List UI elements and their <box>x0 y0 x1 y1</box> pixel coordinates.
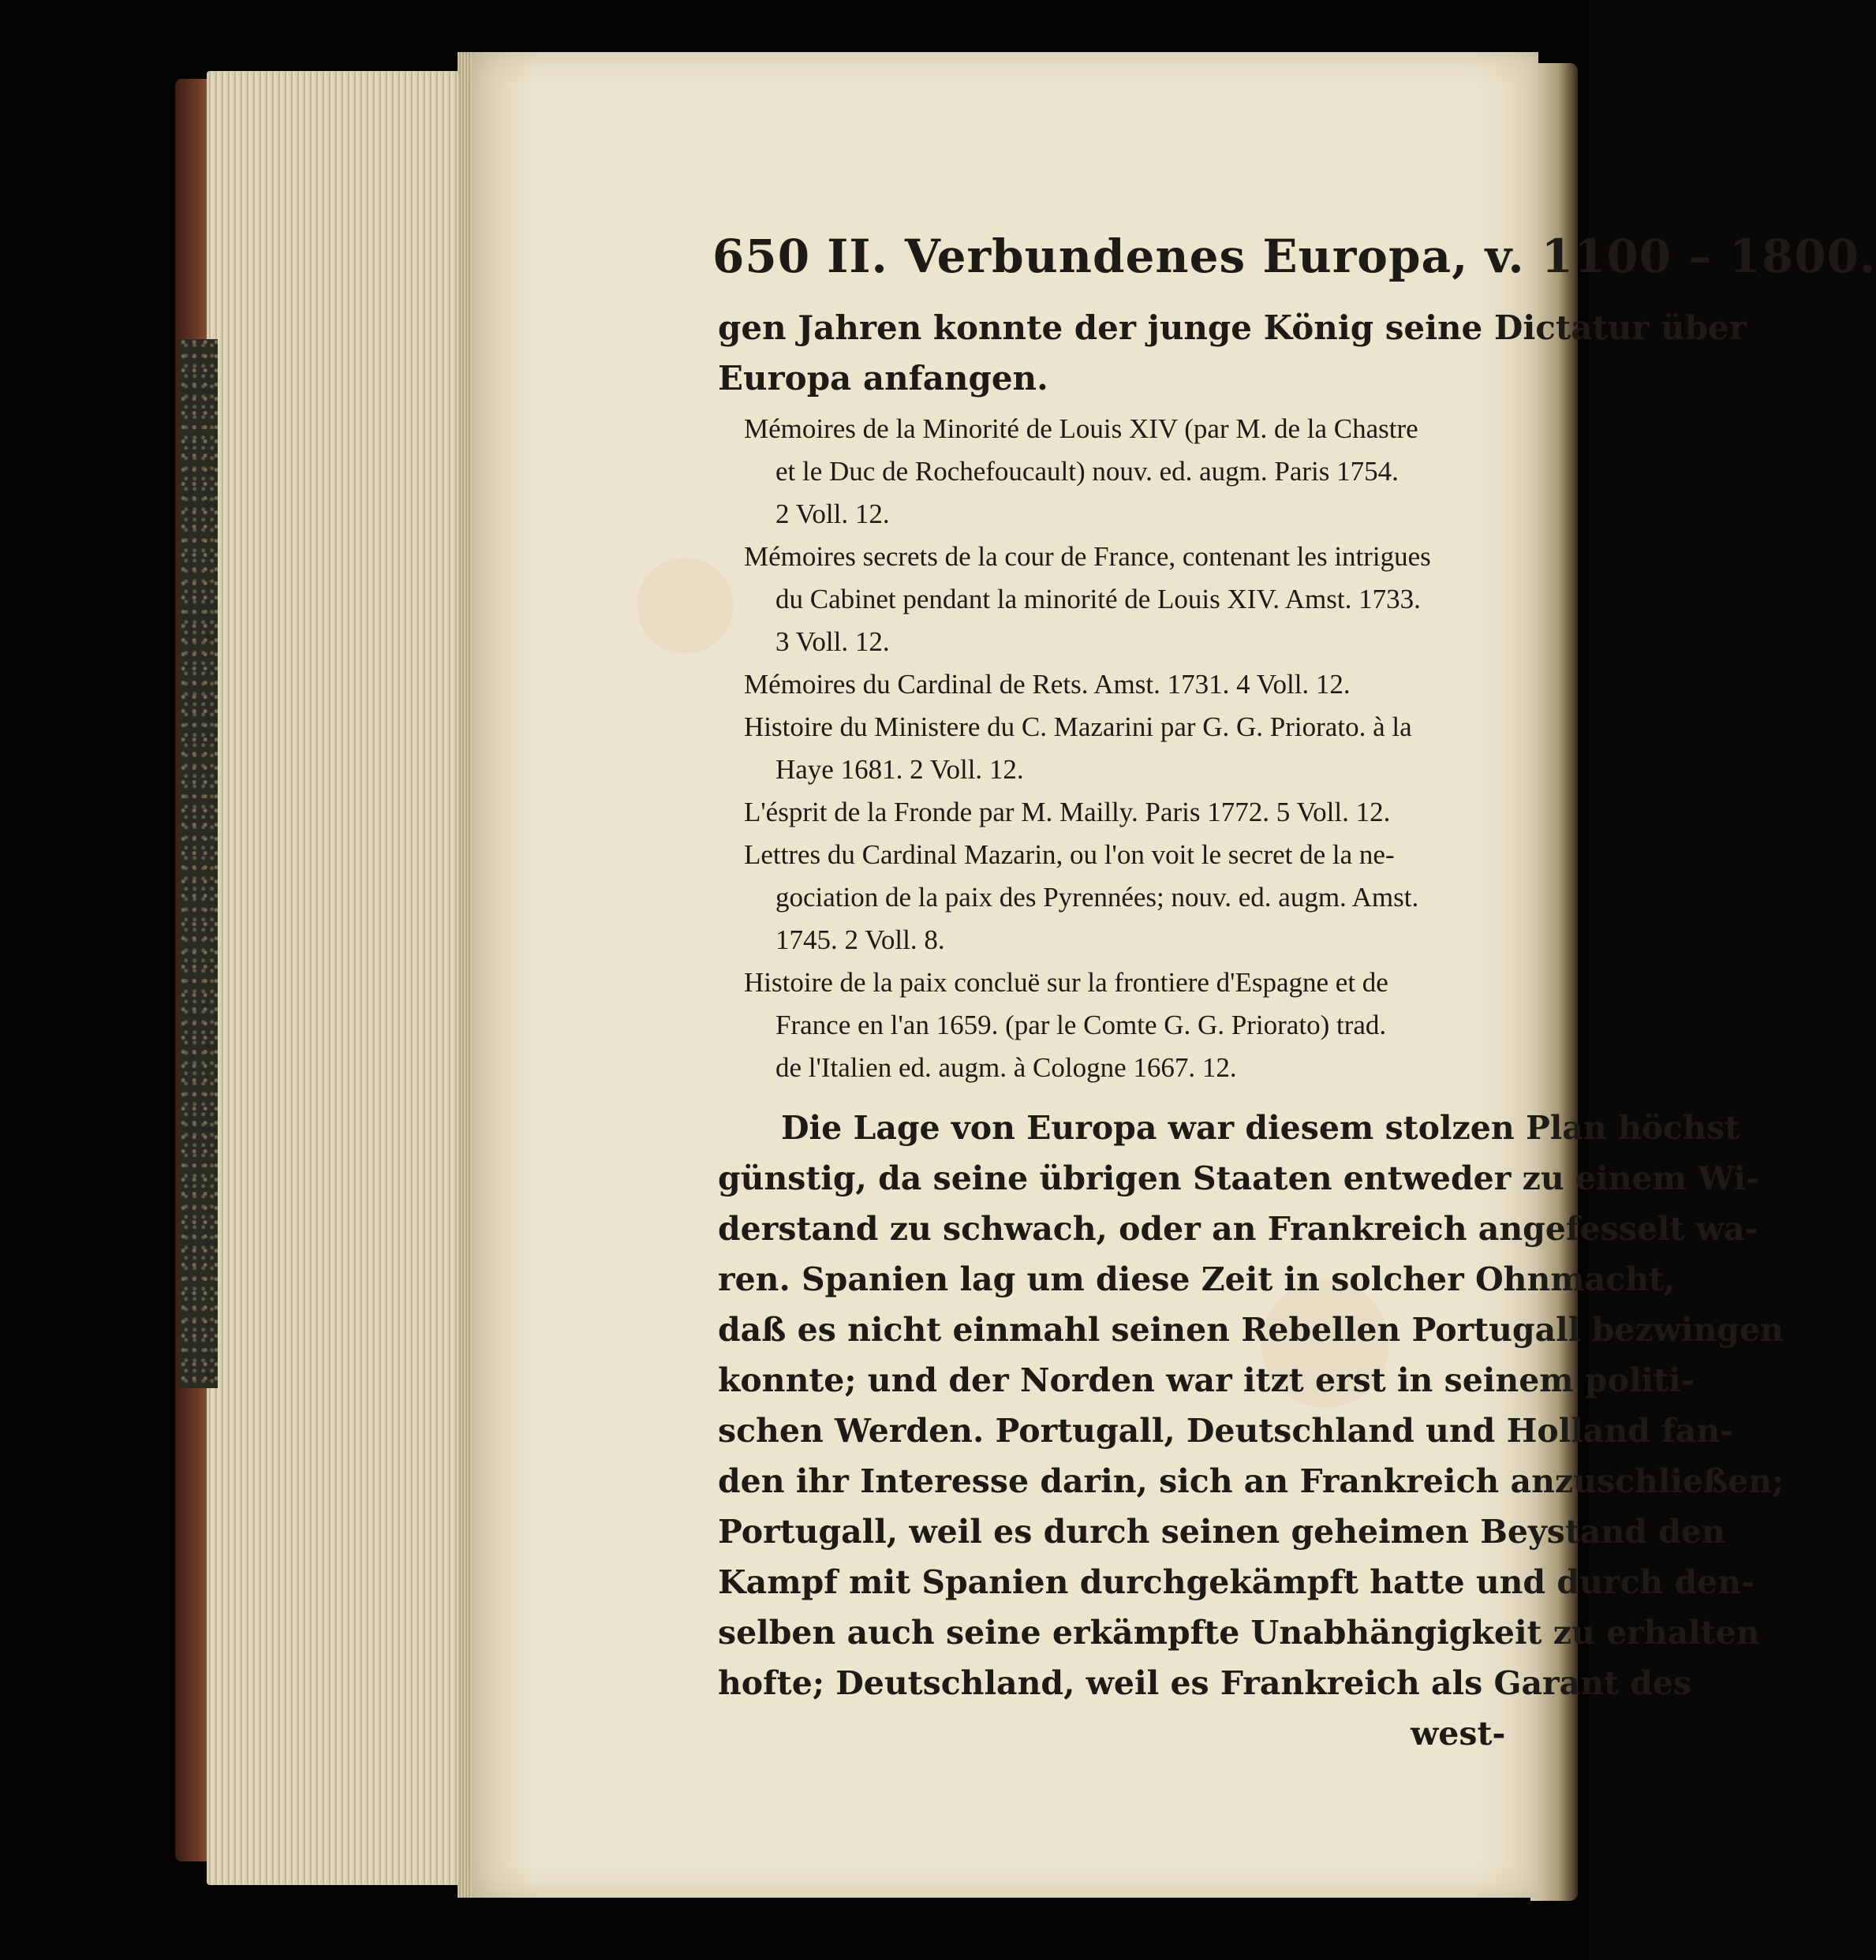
body-line: konnte; und der Norden war itzt erst in seinem politi- <box>718 1361 1695 1399</box>
book-page <box>472 52 1876 1898</box>
intro-line: gen Jahren konnte der junge König seine Dictatur über <box>718 308 1747 347</box>
reference-line: de l'Italien ed. augm. à Cologne 1667. 12. <box>775 1052 1237 1083</box>
reference-line: et le Duc de Rochefoucault) nouv. ed. augm. Paris 1754. <box>775 456 1399 487</box>
reference-line: Mémoires de la Minorité de Louis XIV (par M. de la Chastre <box>744 413 1418 444</box>
body-line: günstig, da seine übrigen Staaten entweder zu einem Wi- <box>718 1159 1760 1197</box>
reference-line: 2 Voll. 12. <box>775 498 890 529</box>
header-title: II. Verbundenes Europa, v. 1100 – 1800. <box>827 230 1876 283</box>
body-line: hofte; Deutschland, weil es Frankreich als Garant des <box>718 1664 1692 1702</box>
reference-line: France en l'an 1659. (par le Comte G. G. Priorato) trad. <box>775 1010 1387 1040</box>
running-header <box>712 230 1876 283</box>
reference-line: gociation de la paix des Pyrennées; nouv. ed. augm. Amst. <box>775 882 1419 913</box>
reference-line: Mémoires du Cardinal de Rets. Amst. 1731. 4 Voll. 12. <box>744 669 1351 700</box>
page-number: 650 <box>712 230 811 283</box>
reference-line: Histoire du Ministere du C. Mazarini par G. G. Priorato. à la <box>744 711 1412 742</box>
reference-line: Haye 1681. 2 Voll. 12. <box>775 754 1024 785</box>
body-line: Kampf mit Spanien durchgekämpft hatte und durch den- <box>718 1563 1755 1601</box>
body-line: selben auch seine erkämpfte Unabhängigkeit zu erhalten <box>718 1614 1760 1652</box>
body-line: derstand zu schwach, oder an Frankreich angefesselt wa- <box>718 1210 1758 1248</box>
reference-line: Mémoires secrets de la cour de France, contenant les intrigues <box>744 541 1431 572</box>
catchword: west- <box>1411 1715 1506 1753</box>
reference-line: Lettres du Cardinal Mazarin, ou l'on voit le secret de la ne- <box>744 839 1395 870</box>
reference-line: Histoire de la paix concluë sur la frontiere d'Espagne et de <box>744 967 1388 998</box>
reference-line: du Cabinet pendant la minorité de Louis XIV. Amst. 1733. <box>775 584 1421 614</box>
intro-line: Europa anfangen. <box>718 359 1048 398</box>
marbled-spine-label <box>180 339 218 1388</box>
body-line: daß es nicht einmahl seinen Rebellen Portugall bezwingen <box>718 1311 1784 1349</box>
body-line: Die Lage von Europa war diesem stolzen Plan höchst <box>781 1109 1740 1147</box>
page-stack-edges <box>207 71 475 1885</box>
body-line: Portugall, weil es durch seinen geheimen Beystand den <box>718 1513 1725 1551</box>
reference-line: 3 Voll. 12. <box>775 626 890 657</box>
reference-line: 1745. 2 Voll. 8. <box>775 924 945 955</box>
reference-line: L'ésprit de la Fronde par M. Mailly. Paris 1772. 5 Voll. 12. <box>744 797 1391 827</box>
body-line: den ihr Interesse darin, sich an Frankreich anzuschließen; <box>718 1462 1784 1500</box>
body-line: schen Werden. Portugall, Deutschland und Holland fan- <box>718 1412 1734 1450</box>
body-line: ren. Spanien lag um diese Zeit in solcher Ohnmacht, <box>718 1260 1676 1298</box>
